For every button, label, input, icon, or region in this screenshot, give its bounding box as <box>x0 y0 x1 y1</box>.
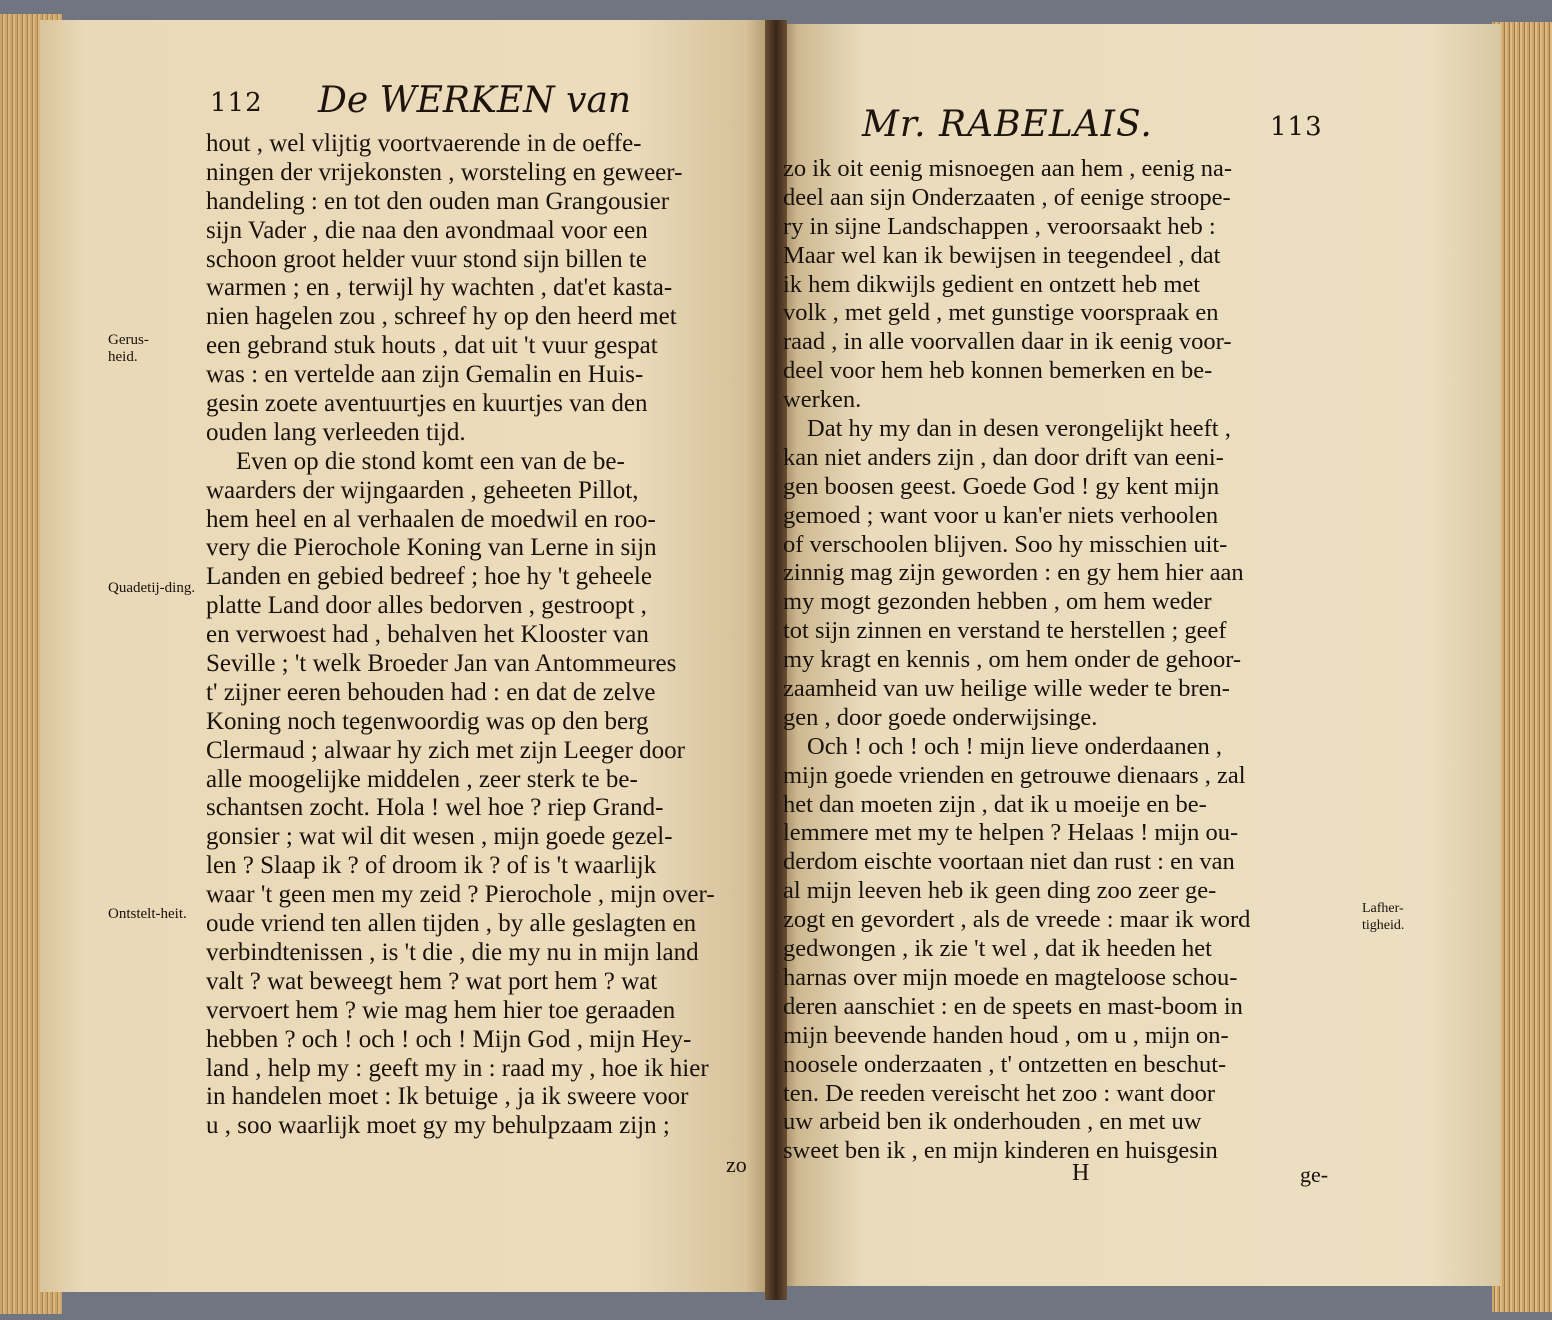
text-line: very die Pierochole Koning van Lerne in sijn <box>206 534 657 562</box>
text-line: raad , in alle voorvallen daar in ik eenig voor- <box>783 328 1232 356</box>
text-line: valt ? wat beweegt hem ? wat port hem ? wat <box>206 967 658 995</box>
text-line: tot sijn zinnen en verstand te herstellen ; geef <box>783 617 1227 645</box>
text-line: hebben ? och ! och ! och ! Mijn God , mijn Hey- <box>206 1025 692 1053</box>
text-line: een gebrand stuk houts , dat uit 't vuur gespat <box>206 332 658 360</box>
text-line: len ? Slaap ik ? of droom ik ? of is 't waarlijk <box>206 852 657 880</box>
text-line: sijn Vader , die naa den avondmaal voor een <box>206 216 648 244</box>
text-line: alle moogelijke middelen , zeer sterk te be- <box>206 765 638 793</box>
text-line: zinnig mag zijn geworden : en gy hem hier aan <box>783 559 1244 587</box>
text-line: Och ! och ! och ! mijn lieve onderdaanen , <box>807 732 1222 760</box>
text-line: handeling : en tot den ouden man Grangousier <box>206 187 670 215</box>
text-line: nien hagelen zou , schreef hy op den heerd met <box>206 303 677 331</box>
text-line: gen boosen geest. Goede God ! gy kent mijn <box>783 472 1220 500</box>
signature-mark: H <box>1072 1160 1090 1186</box>
text-line: verbindtenissen , is 't die , die my nu in mijn land <box>206 938 699 966</box>
text-line: schantsen zocht. Hola ! wel hoe ? riep Grand- <box>206 794 664 822</box>
text-line: mijn goede vrienden en getrouwe dienaars , zal <box>783 761 1246 789</box>
text-line: deel aan sijn Onderzaaten , of eenige stroope- <box>783 183 1231 211</box>
text-line: u , soo waarlijk moet gy my behulpzaam zijn ; <box>206 1112 670 1140</box>
text-line: werken. <box>783 386 862 414</box>
right-page-number: 113 <box>1270 112 1323 142</box>
text-line: hem heel en al verhaalen de moedwil en roo- <box>206 505 656 533</box>
text-line: ry in sijne Landschappen , veroorsaakt heb : <box>783 212 1216 240</box>
text-line: zo ik oit eenig misnoegen aan hem , eenig na- <box>783 155 1233 182</box>
text-line: Clermaud ; alwaar hy zich met zijn Leeger door <box>206 736 685 764</box>
text-line: volk , met geld , met gunstige voorspraak en <box>783 299 1219 327</box>
text-line: al mijn leeven heb ik geen ding zoo zeer ge- <box>783 877 1217 905</box>
text-line: of verschoolen blijven. Soo hy misschien uit- <box>783 530 1228 558</box>
text-line: hout , wel vlijtig voortvaerende in de oeffe- <box>206 130 642 157</box>
text-line: kan niet anders zijn , dan door drift van eeni- <box>783 443 1224 471</box>
right-running-head: Mr. RABELAIS. <box>862 104 1153 145</box>
text-line: ningen der vrijekonsten , worsteling en geweer- <box>206 158 683 186</box>
text-line: waarders der wijngaarden , geheeten Pillot, <box>206 476 639 504</box>
margin-note: Gerus-heid. <box>108 332 149 365</box>
text-line: schoon groot helder vuur stond sijn billen te <box>206 245 647 273</box>
text-line: oude vriend ten allen tijden , by alle geslagten en <box>206 910 697 938</box>
text-line: noosele onderzaaten , t' ontzetten en beschut- <box>783 1050 1227 1078</box>
text-line: ouden lang verleeden tijd. <box>206 418 466 446</box>
text-line: vervoert hem ? wie mag hem hier toe geraaden <box>206 996 676 1024</box>
right-page-text <box>783 155 1339 1166</box>
text-line: deel voor hem heb konnen bemerken en be- <box>783 357 1213 385</box>
text-line: zaamheid van uw heilige wille weder te bren- <box>783 675 1230 703</box>
text-line: Seville ; 't welk Broeder Jan van Antommeures <box>206 650 677 678</box>
right-page-edges <box>1492 22 1552 1312</box>
text-line: ten. De reeden vereischt het zoo : want door <box>783 1079 1215 1107</box>
text-line: gen , door goede onderwijsinge. <box>783 703 1098 731</box>
text-line: Dat hy my dan in desen verongelijkt heeft , <box>807 415 1231 443</box>
text-line: het dan moeten zijn , dat ik u moeije en be- <box>783 790 1207 818</box>
text-line: t' zijner eeren behouden had : en dat de zelve <box>206 678 656 706</box>
text-line: was : en vertelde aan zijn Gemalin en Huis- <box>206 361 644 389</box>
text-line: gonsier ; wat wil dit wesen , mijn goede gezel- <box>206 823 673 851</box>
text-line: uw arbeid ben ik onderhouden , en met uw <box>783 1108 1202 1136</box>
margin-note: Lafher-tigheid. <box>1362 901 1405 933</box>
left-page-number: 112 <box>210 88 263 118</box>
text-line: Koning noch tegenwoordig was op den berg <box>206 707 649 735</box>
text-line: Landen en gebied bedreef ; hoe hy 't geheele <box>206 563 652 591</box>
text-line: deren aanschiet : en de speets en mast-boom in <box>783 992 1243 1020</box>
text-line: gesin zoete aventuurtjes en kuurtjes van den <box>206 390 648 418</box>
text-line: land , help my : geeft my in : raad my , hoe ik hier <box>206 1054 709 1082</box>
text-line: gedwongen , ik zie 't wel , dat ik heeden het <box>783 935 1212 963</box>
margin-note: Quadetij-ding. <box>108 580 196 596</box>
text-line: my mogt gezonden hebben , om hem weder <box>783 588 1212 616</box>
text-line: en verwoest had , behalven het Klooster van <box>206 621 649 649</box>
left-catchword: zo <box>726 1152 747 1177</box>
text-line: my kragt en kennis , om hem onder de gehoor- <box>783 646 1242 674</box>
left-page-text <box>206 130 758 1141</box>
text-line: Even op die stond komt een van de be- <box>236 447 625 475</box>
text-line: in handelen moet : Ik betuige , ja ik sweere voor <box>206 1083 689 1111</box>
text-line: zogt en gevordert , als de vreede : maar ik word <box>783 906 1251 934</box>
right-catchword: ge- <box>1300 1162 1329 1187</box>
text-line: ik hem dikwijls gedient en ontzett heb met <box>783 270 1201 298</box>
margin-note: Ontstelt-heit. <box>108 906 187 922</box>
text-line: warmen ; en , terwijl hy wachten , dat'et kasta- <box>206 274 673 302</box>
text-line: mijn beevende handen houd , om u , mijn on- <box>783 1021 1229 1049</box>
text-line: sweet ben ik , en mijn kinderen en huisgesin <box>783 1137 1218 1165</box>
text-line: harnas over mijn moede en magteloose schou- <box>783 963 1238 991</box>
text-line: waar 't geen men my zeid ? Pierochole , mijn over- <box>206 881 715 909</box>
text-line: lemmere met my te helpen ? Helaas ! mijn ou- <box>783 819 1239 847</box>
text-line: Maar wel kan ik bewijsen in teegendeel , dat <box>783 241 1221 269</box>
text-line: derdom eischte voortaan niet dan rust : en van <box>783 848 1235 876</box>
left-running-head: De WERKEN van <box>318 80 632 121</box>
text-line: platte Land door alles bedorven , gestroopt , <box>206 592 647 620</box>
text-line: gemoed ; want voor u kan'er niets verhoolen <box>783 501 1219 529</box>
